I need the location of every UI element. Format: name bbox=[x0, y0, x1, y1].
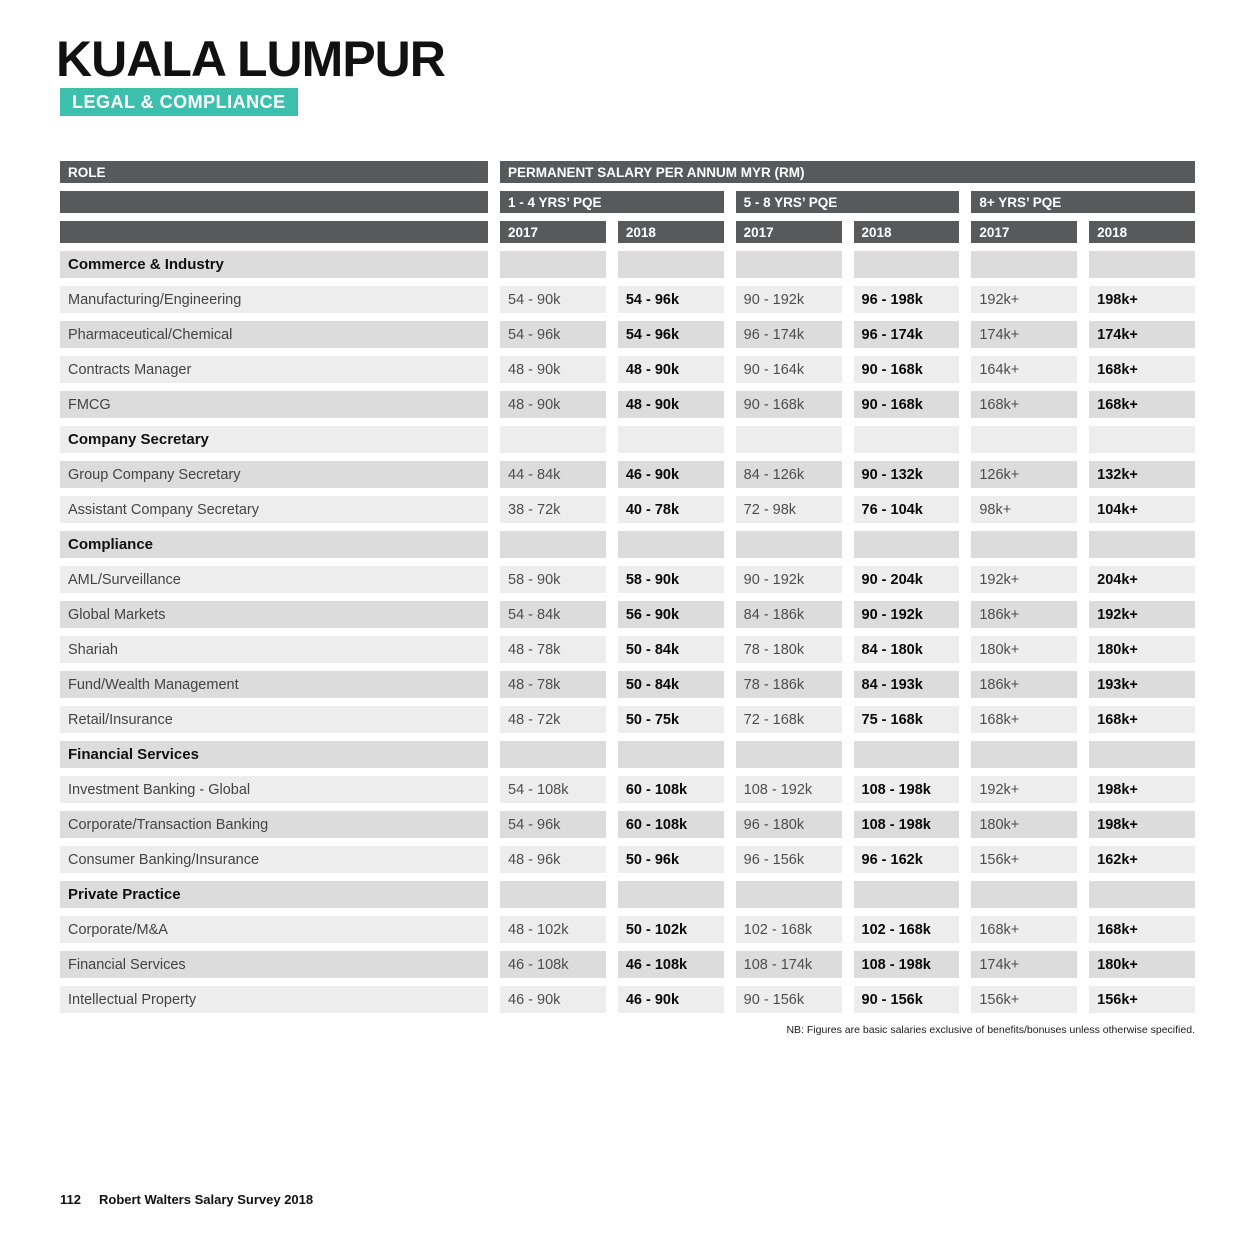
section-empty-cell bbox=[1089, 426, 1195, 453]
salary-value-2017: 54 - 84k bbox=[500, 601, 606, 628]
salary-value-2017: 54 - 108k bbox=[500, 776, 606, 803]
role-name: Corporate/Transaction Banking bbox=[60, 811, 488, 838]
salary-value-2018: 48 - 90k bbox=[618, 356, 724, 383]
table-row bbox=[60, 986, 1195, 1013]
salary-value-2017: 156k+ bbox=[971, 986, 1077, 1013]
salary-value-2018: 132k+ bbox=[1089, 461, 1195, 488]
salary-column-header: PERMANENT SALARY PER ANNUM MYR (RM) bbox=[500, 161, 1195, 183]
salary-value-2017: 90 - 192k bbox=[736, 566, 842, 593]
table-row bbox=[60, 566, 1195, 593]
pqe-group-header-2: 5 - 8 YRS’ PQE bbox=[736, 191, 960, 213]
section-empty-cell bbox=[854, 531, 960, 558]
salary-value-2018: 46 - 108k bbox=[618, 951, 724, 978]
section-empty-cell bbox=[971, 531, 1077, 558]
salary-value-2018: 54 - 96k bbox=[618, 286, 724, 313]
salary-value-2017: 46 - 90k bbox=[500, 986, 606, 1013]
role-name: Shariah bbox=[60, 636, 488, 663]
salary-value-2018: 60 - 108k bbox=[618, 776, 724, 803]
salary-value-2017: 84 - 186k bbox=[736, 601, 842, 628]
table-row bbox=[60, 706, 1195, 733]
salary-value-2018: 46 - 90k bbox=[618, 461, 724, 488]
role-name: Group Company Secretary bbox=[60, 461, 488, 488]
salary-value-2017: 44 - 84k bbox=[500, 461, 606, 488]
salary-value-2018: 204k+ bbox=[1089, 566, 1195, 593]
salary-value-2017: 174k+ bbox=[971, 951, 1077, 978]
salary-value-2017: 180k+ bbox=[971, 636, 1077, 663]
section-empty-cell bbox=[618, 741, 724, 768]
salary-value-2017: 78 - 180k bbox=[736, 636, 842, 663]
salary-value-2017: 38 - 72k bbox=[500, 496, 606, 523]
role-name: Manufacturing/Engineering bbox=[60, 286, 488, 313]
section-empty-cell bbox=[736, 531, 842, 558]
page-number: 112 bbox=[60, 1192, 81, 1207]
section-empty-cell bbox=[500, 426, 606, 453]
section-empty-cell bbox=[736, 881, 842, 908]
salary-value-2018: 40 - 78k bbox=[618, 496, 724, 523]
salary-value-2018: 102 - 168k bbox=[854, 916, 960, 943]
table-header-row-1 bbox=[60, 161, 1195, 183]
section-title: Financial Services bbox=[60, 741, 488, 768]
role-name: Global Markets bbox=[60, 601, 488, 628]
table-row bbox=[60, 951, 1195, 978]
section-empty-cell bbox=[618, 251, 724, 278]
salary-value-2017: 48 - 102k bbox=[500, 916, 606, 943]
year-header: 2018 bbox=[854, 221, 960, 243]
table-row bbox=[60, 286, 1195, 313]
year-header: 2018 bbox=[618, 221, 724, 243]
salary-value-2017: 72 - 98k bbox=[736, 496, 842, 523]
section-empty-cell bbox=[971, 741, 1077, 768]
salary-value-2017: 48 - 78k bbox=[500, 671, 606, 698]
salary-value-2018: 48 - 90k bbox=[618, 391, 724, 418]
section-title: Company Secretary bbox=[60, 426, 488, 453]
role-column-header: ROLE bbox=[60, 161, 488, 183]
role-name: Pharmaceutical/Chemical bbox=[60, 321, 488, 348]
section-empty-cell bbox=[1089, 251, 1195, 278]
salary-value-2017: 48 - 96k bbox=[500, 846, 606, 873]
salary-value-2018: 198k+ bbox=[1089, 811, 1195, 838]
section-empty-cell bbox=[971, 426, 1077, 453]
section-empty-cell bbox=[500, 741, 606, 768]
table-row bbox=[60, 391, 1195, 418]
role-name: Assistant Company Secretary bbox=[60, 496, 488, 523]
role-name: Fund/Wealth Management bbox=[60, 671, 488, 698]
salary-value-2018: 50 - 96k bbox=[618, 846, 724, 873]
section-empty-cell bbox=[854, 251, 960, 278]
salary-value-2017: 186k+ bbox=[971, 601, 1077, 628]
salary-value-2018: 60 - 108k bbox=[618, 811, 724, 838]
salary-value-2018: 90 - 204k bbox=[854, 566, 960, 593]
table-row bbox=[60, 636, 1195, 663]
salary-value-2017: 102 - 168k bbox=[736, 916, 842, 943]
role-name: Financial Services bbox=[60, 951, 488, 978]
table-row bbox=[60, 776, 1195, 803]
salary-value-2017: 108 - 174k bbox=[736, 951, 842, 978]
salary-value-2018: 168k+ bbox=[1089, 356, 1195, 383]
salary-value-2017: 192k+ bbox=[971, 286, 1077, 313]
salary-value-2018: 90 - 168k bbox=[854, 391, 960, 418]
role-name: FMCG bbox=[60, 391, 488, 418]
section-empty-cell bbox=[1089, 881, 1195, 908]
section-empty-cell bbox=[1089, 531, 1195, 558]
table-header-row-2 bbox=[60, 191, 1195, 213]
table-row bbox=[60, 601, 1195, 628]
salary-value-2017: 90 - 164k bbox=[736, 356, 842, 383]
salary-value-2018: 108 - 198k bbox=[854, 811, 960, 838]
year-header: 2017 bbox=[971, 221, 1077, 243]
table-row bbox=[60, 811, 1195, 838]
table-row bbox=[60, 671, 1195, 698]
section-title: Compliance bbox=[60, 531, 488, 558]
salary-value-2017: 98k+ bbox=[971, 496, 1077, 523]
section-empty-cell bbox=[971, 251, 1077, 278]
role-name: Contracts Manager bbox=[60, 356, 488, 383]
salary-value-2017: 54 - 96k bbox=[500, 321, 606, 348]
salary-value-2018: 90 - 156k bbox=[854, 986, 960, 1013]
salary-value-2018: 56 - 90k bbox=[618, 601, 724, 628]
pqe-group-header-3: 8+ YRS’ PQE bbox=[971, 191, 1195, 213]
salary-value-2017: 96 - 180k bbox=[736, 811, 842, 838]
salary-value-2017: 46 - 108k bbox=[500, 951, 606, 978]
salary-value-2018: 50 - 84k bbox=[618, 671, 724, 698]
role-name: Retail/Insurance bbox=[60, 706, 488, 733]
section-title: Private Practice bbox=[60, 881, 488, 908]
salary-value-2018: 50 - 84k bbox=[618, 636, 724, 663]
salary-value-2017: 168k+ bbox=[971, 391, 1077, 418]
salary-value-2017: 96 - 174k bbox=[736, 321, 842, 348]
section-header-row bbox=[60, 531, 1195, 558]
salary-value-2018: 156k+ bbox=[1089, 986, 1195, 1013]
salary-value-2017: 192k+ bbox=[971, 776, 1077, 803]
salary-value-2017: 48 - 78k bbox=[500, 636, 606, 663]
page-title: KUALA LUMPUR bbox=[56, 31, 445, 87]
role-name: Corporate/M&A bbox=[60, 916, 488, 943]
salary-value-2017: 54 - 96k bbox=[500, 811, 606, 838]
footer-label: Robert Walters Salary Survey 2018 bbox=[98, 1192, 314, 1207]
salary-value-2018: 76 - 104k bbox=[854, 496, 960, 523]
role-name: Consumer Banking/Insurance bbox=[60, 846, 488, 873]
section-title: Commerce & Industry bbox=[60, 251, 488, 278]
salary-value-2018: 96 - 162k bbox=[854, 846, 960, 873]
salary-value-2018: 108 - 198k bbox=[854, 951, 960, 978]
salary-value-2018: 193k+ bbox=[1089, 671, 1195, 698]
section-empty-cell bbox=[500, 881, 606, 908]
salary-value-2018: 90 - 192k bbox=[854, 601, 960, 628]
salary-value-2017: 180k+ bbox=[971, 811, 1077, 838]
year-header: 2018 bbox=[1089, 221, 1195, 243]
salary-value-2018: 96 - 174k bbox=[854, 321, 960, 348]
role-name: Intellectual Property bbox=[60, 986, 488, 1013]
salary-value-2018: 104k+ bbox=[1089, 496, 1195, 523]
salary-value-2018: 75 - 168k bbox=[854, 706, 960, 733]
section-empty-cell bbox=[618, 881, 724, 908]
salary-value-2018: 180k+ bbox=[1089, 951, 1195, 978]
salary-value-2018: 90 - 132k bbox=[854, 461, 960, 488]
salary-value-2017: 84 - 126k bbox=[736, 461, 842, 488]
section-empty-cell bbox=[854, 426, 960, 453]
salary-value-2018: 168k+ bbox=[1089, 916, 1195, 943]
salary-value-2018: 46 - 90k bbox=[618, 986, 724, 1013]
salary-value-2018: 50 - 75k bbox=[618, 706, 724, 733]
section-empty-cell bbox=[618, 426, 724, 453]
salary-value-2017: 48 - 90k bbox=[500, 356, 606, 383]
table-row bbox=[60, 321, 1195, 348]
section-empty-cell bbox=[854, 881, 960, 908]
salary-value-2018: 58 - 90k bbox=[618, 566, 724, 593]
salary-value-2018: 180k+ bbox=[1089, 636, 1195, 663]
table-row bbox=[60, 496, 1195, 523]
salary-value-2017: 54 - 90k bbox=[500, 286, 606, 313]
table-header-row-3 bbox=[60, 221, 1195, 243]
salary-value-2018: 84 - 193k bbox=[854, 671, 960, 698]
salary-value-2018: 168k+ bbox=[1089, 706, 1195, 733]
role-name: AML/Surveillance bbox=[60, 566, 488, 593]
role-header-spacer bbox=[60, 191, 488, 213]
section-header-row bbox=[60, 881, 1195, 908]
salary-value-2017: 168k+ bbox=[971, 916, 1077, 943]
section-empty-cell bbox=[736, 426, 842, 453]
category-badge: LEGAL & COMPLIANCE bbox=[60, 88, 298, 116]
salary-value-2017: 186k+ bbox=[971, 671, 1077, 698]
salary-value-2017: 90 - 156k bbox=[736, 986, 842, 1013]
salary-value-2018: 162k+ bbox=[1089, 846, 1195, 873]
table-row bbox=[60, 916, 1195, 943]
section-empty-cell bbox=[971, 881, 1077, 908]
salary-value-2017: 58 - 90k bbox=[500, 566, 606, 593]
table-body bbox=[60, 251, 1195, 1013]
salary-value-2017: 48 - 90k bbox=[500, 391, 606, 418]
salary-value-2018: 54 - 96k bbox=[618, 321, 724, 348]
salary-value-2017: 48 - 72k bbox=[500, 706, 606, 733]
footnote: NB: Figures are basic salaries exclusive of benefits/bonuses unless otherwise specified. bbox=[786, 1024, 1195, 1036]
section-empty-cell bbox=[1089, 741, 1195, 768]
table-row bbox=[60, 846, 1195, 873]
year-header: 2017 bbox=[736, 221, 842, 243]
salary-value-2017: 96 - 156k bbox=[736, 846, 842, 873]
salary-value-2017: 156k+ bbox=[971, 846, 1077, 873]
salary-value-2018: 198k+ bbox=[1089, 286, 1195, 313]
salary-value-2017: 78 - 186k bbox=[736, 671, 842, 698]
section-empty-cell bbox=[500, 251, 606, 278]
section-header-row bbox=[60, 251, 1195, 278]
salary-value-2018: 174k+ bbox=[1089, 321, 1195, 348]
salary-value-2017: 108 - 192k bbox=[736, 776, 842, 803]
salary-value-2018: 50 - 102k bbox=[618, 916, 724, 943]
table-row bbox=[60, 461, 1195, 488]
section-header-row bbox=[60, 426, 1195, 453]
salary-value-2018: 168k+ bbox=[1089, 391, 1195, 418]
section-header-row bbox=[60, 741, 1195, 768]
salary-value-2018: 108 - 198k bbox=[854, 776, 960, 803]
section-empty-cell bbox=[854, 741, 960, 768]
role-name: Investment Banking - Global bbox=[60, 776, 488, 803]
page-footer bbox=[60, 1192, 313, 1207]
section-empty-cell bbox=[736, 741, 842, 768]
salary-value-2018: 96 - 198k bbox=[854, 286, 960, 313]
salary-value-2018: 198k+ bbox=[1089, 776, 1195, 803]
section-empty-cell bbox=[618, 531, 724, 558]
pqe-group-header-1: 1 - 4 YRS’ PQE bbox=[500, 191, 724, 213]
salary-value-2017: 126k+ bbox=[971, 461, 1077, 488]
section-empty-cell bbox=[500, 531, 606, 558]
salary-value-2018: 84 - 180k bbox=[854, 636, 960, 663]
salary-value-2018: 192k+ bbox=[1089, 601, 1195, 628]
salary-value-2017: 72 - 168k bbox=[736, 706, 842, 733]
salary-value-2017: 90 - 192k bbox=[736, 286, 842, 313]
year-header: 2017 bbox=[500, 221, 606, 243]
table-row bbox=[60, 356, 1195, 383]
role-header-spacer bbox=[60, 221, 488, 243]
salary-value-2017: 90 - 168k bbox=[736, 391, 842, 418]
salary-value-2018: 90 - 168k bbox=[854, 356, 960, 383]
salary-value-2017: 168k+ bbox=[971, 706, 1077, 733]
salary-table bbox=[60, 161, 1195, 1021]
salary-value-2017: 174k+ bbox=[971, 321, 1077, 348]
salary-value-2017: 192k+ bbox=[971, 566, 1077, 593]
salary-value-2017: 164k+ bbox=[971, 356, 1077, 383]
section-empty-cell bbox=[736, 251, 842, 278]
